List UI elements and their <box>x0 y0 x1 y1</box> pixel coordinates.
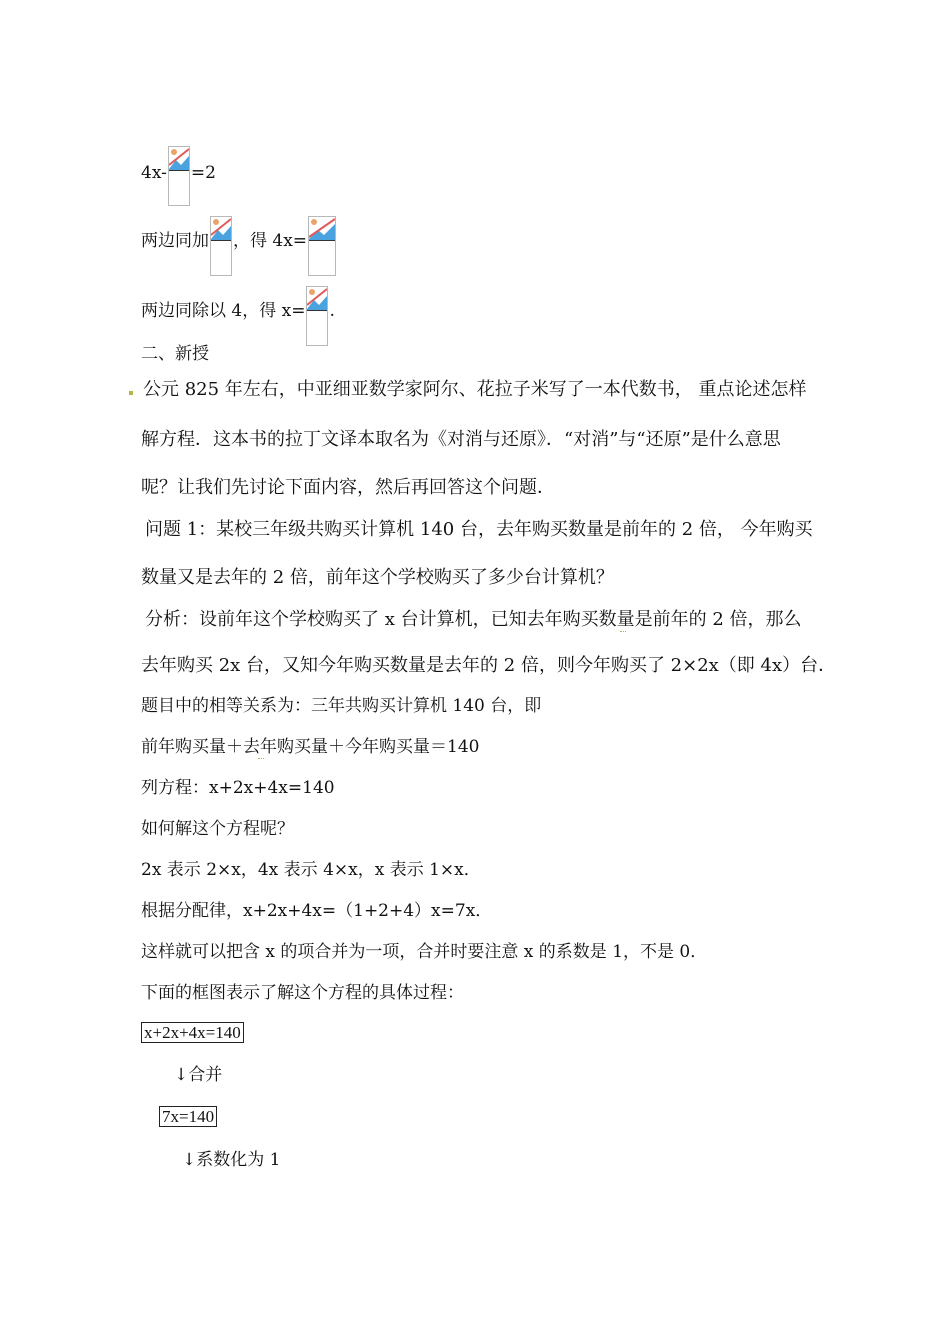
text-line-6: 根据分配律，x+2x+4x=（1+2+4）x=7x． <box>141 901 493 921</box>
analysis-line-2: 去年购买 2x 台，又知今年购买数量是去年的 2 倍，则今年购买了 2×2x（即 4x）台． <box>141 655 837 676</box>
paragraph-line-3: 呢？让我们先讨论下面内容，然后再回答这个问题． <box>141 477 555 498</box>
step-divide-end: . <box>329 301 335 321</box>
equation-line <box>141 146 216 206</box>
problem-line-1: 问题 1：某校三年级共购买计算机 140 台，去年购买数量是前年的 2 倍， 今年购买 <box>145 519 813 540</box>
flow-arrow-coefficient: ↓系数化为 1 <box>182 1150 281 1170</box>
text-line-1: 题目中的相等关系为：三年共购买计算机 140 台，即 <box>141 696 542 716</box>
edit-mark <box>258 755 264 759</box>
step-add-line <box>141 216 337 276</box>
broken-image-icon <box>168 146 190 206</box>
text-line-8: 下面的框图表示了解这个方程的具体过程： <box>141 983 464 1003</box>
flow-step-2 <box>159 1105 217 1129</box>
flow-box-result: 7x=140 <box>159 1106 217 1127</box>
broken-image-icon <box>306 286 328 346</box>
analysis-line-1: 分析：设前年这个学校购买了 x 台计算机，已知去年购买数量是前年的 2 倍，那么 <box>145 609 802 630</box>
problem-line-2: 数量又是去年的 2 倍，前年这个学校购买了多少台计算机？ <box>141 567 614 588</box>
text-line-3: 列方程：x+2x+4x=140 <box>141 778 335 798</box>
flow-arrow-combine: ↓合并 <box>174 1065 223 1085</box>
broken-image-icon <box>308 216 336 276</box>
step-divide-text: 两边同除以 4，得 x= <box>141 301 306 321</box>
step-add-text: 两边同加 <box>141 231 209 251</box>
marker-dot <box>129 391 133 395</box>
text-line-2: 前年购买量＋去年购买量＋今年购买量＝140 <box>141 737 480 757</box>
step-divide-line <box>141 286 335 346</box>
step-add-result: ，得 4x= <box>233 231 308 251</box>
paragraph-text: 公元 825 年左右，中亚细亚数学家阿尔、花拉子米写了一本代数书， 重点论述怎样 <box>143 379 807 400</box>
text-line-5: 2x 表示 2×x，4x 表示 4×x，x 表示 1×x． <box>141 860 481 880</box>
flow-box-equation: x+2x+4x=140 <box>141 1022 244 1043</box>
text-line-4: 如何解这个方程呢？ <box>141 819 294 839</box>
edit-mark <box>620 628 626 632</box>
paragraph-line-1 <box>129 378 807 402</box>
equation-right: =2 <box>190 163 216 183</box>
paragraph-line-2: 解方程．这本书的拉丁文译本取名为《对消与还原》．“对消”与“还原”是什么意思 <box>141 429 781 450</box>
section-title: 二、新授 <box>141 344 209 364</box>
flow-step-1 <box>141 1021 244 1045</box>
text-line-7: 这样就可以把含 x 的项合并为一项，合并时要注意 x 的系数是 1，不是 0． <box>141 942 708 962</box>
broken-image-icon <box>210 216 232 276</box>
equation-left: 4x- <box>141 163 167 183</box>
